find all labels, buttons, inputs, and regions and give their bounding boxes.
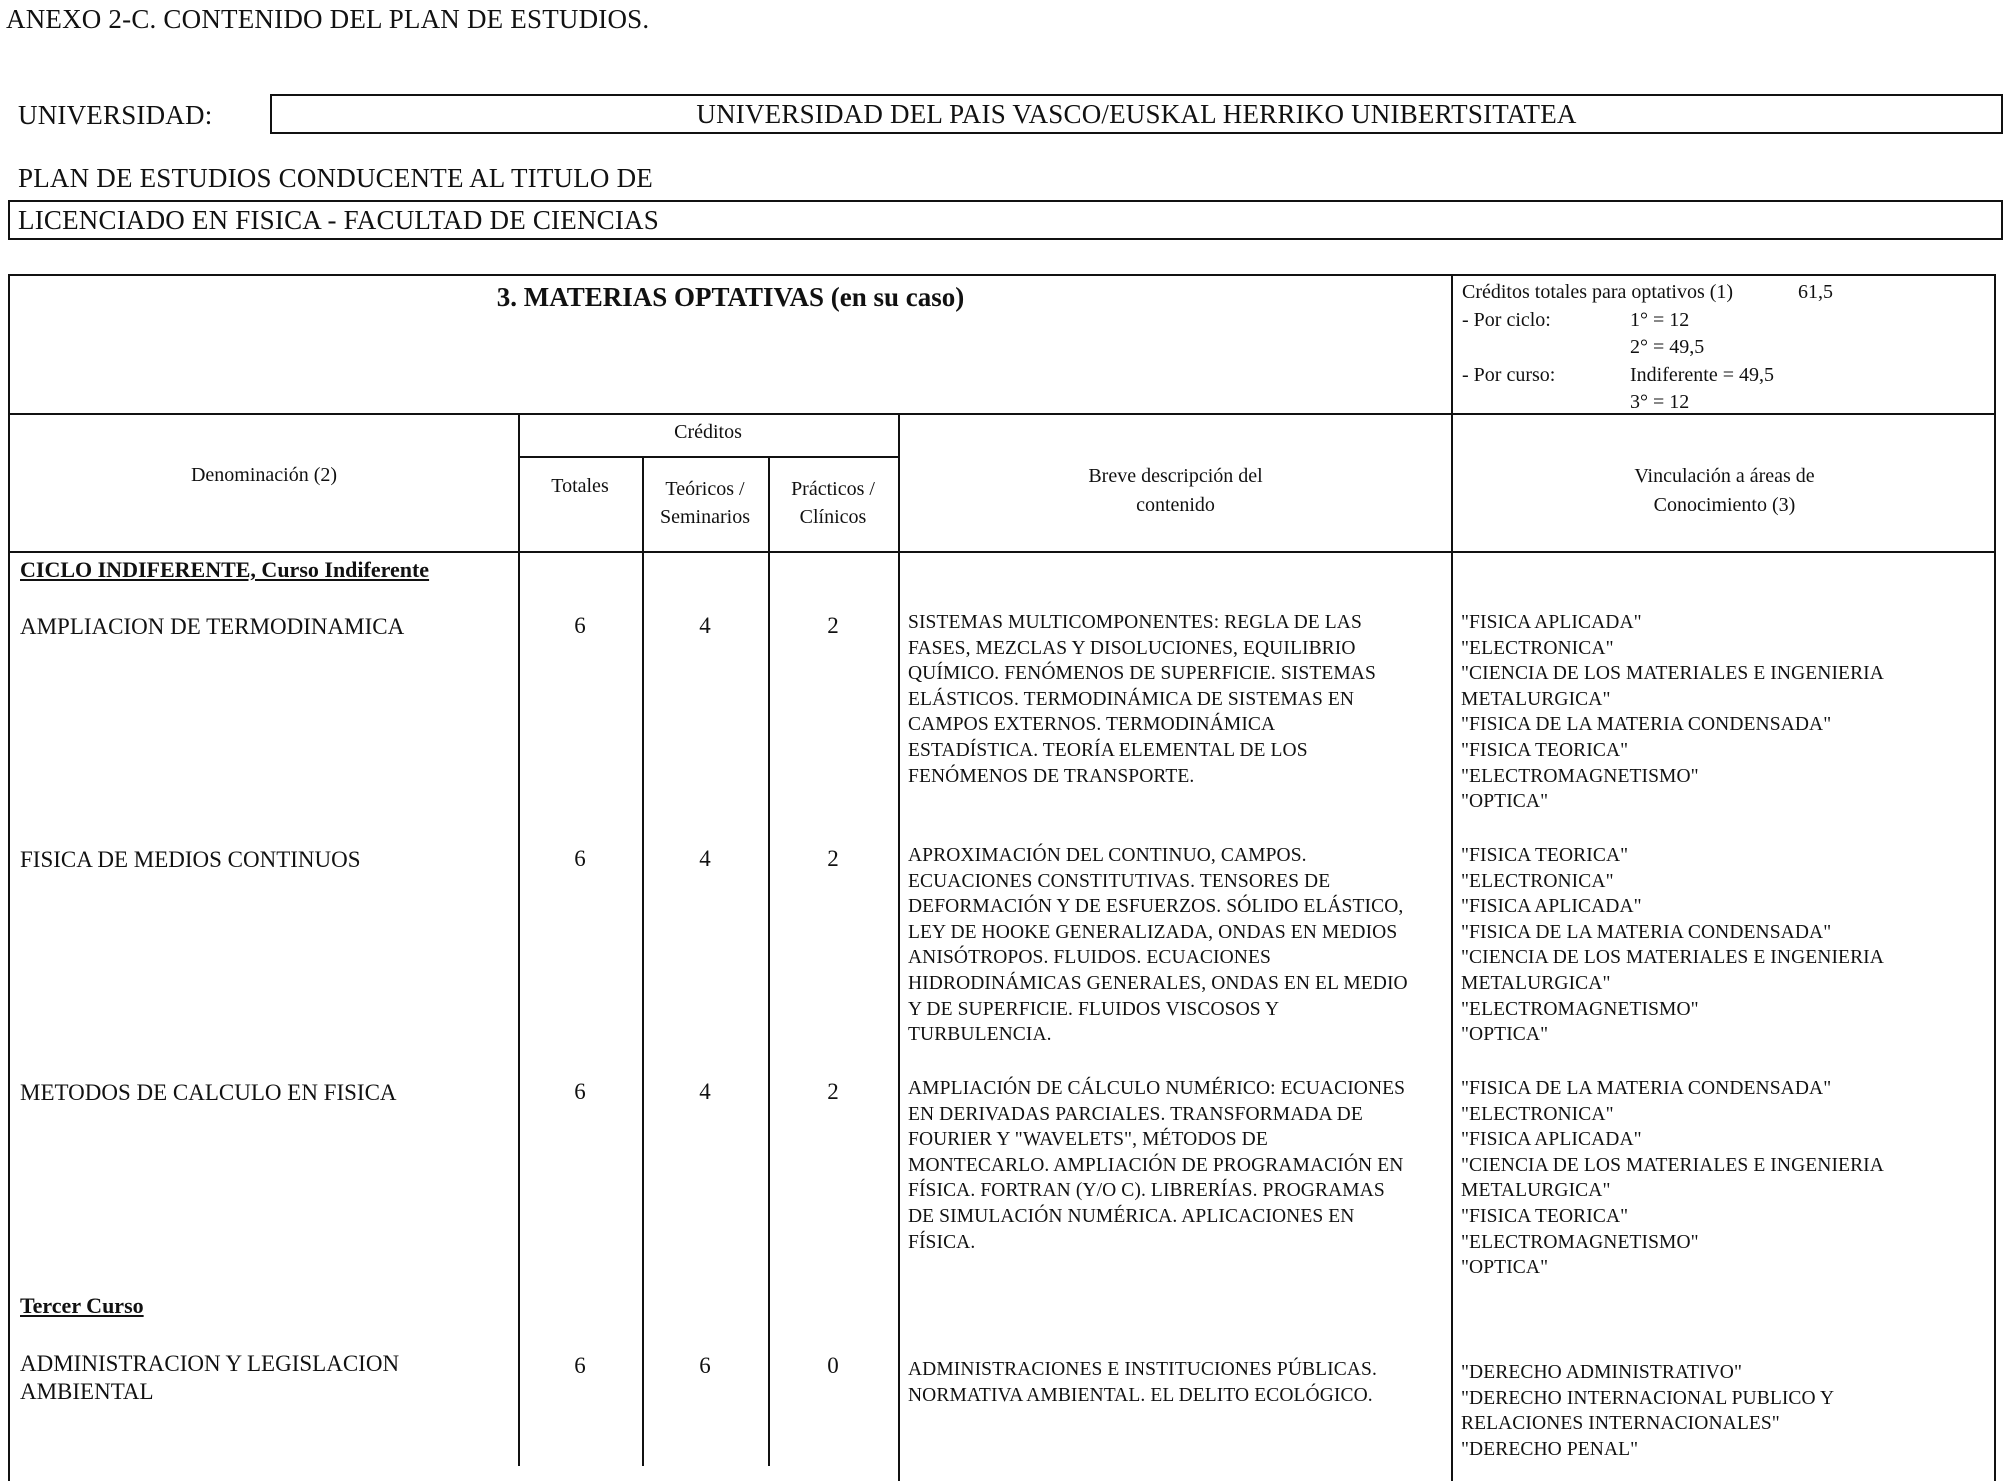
degree-box xyxy=(8,200,2003,240)
credits-practicos: 2 xyxy=(827,846,839,871)
knowledge-areas: "DERECHO ADMINISTRATIVO" "DERECHO INTERNACIONAL PUBLICO Y RELACIONES INTERNACIONALES" "DERECHO PENAL" xyxy=(1461,1362,1835,1460)
subject-description: APROXIMACIÓN DEL CONTINUO, CAMPOS. ECUACIONES CONSTITUTIVAS. TENSORES DE DEFORMACIÓN Y DE ESFUERZOS. SÓLIDO ELÁSTICO, LEY DE HOOKE GENERALIZADA, ONDAS EN MEDIOS ANISÓTROPOS. FLUIDOS. ECUACIONES HIDRODINÁMICAS GENERALES, ONDAS EN EL MEDIO Y DE SUPERFICIE. FLUIDOS VISCOSOS Y TURBULENCIA. xyxy=(908,845,1408,1046)
header-denominacion: Denominación (2) xyxy=(190,464,338,486)
credits-teoricos: 6 xyxy=(699,1353,711,1378)
university-box xyxy=(270,94,2003,134)
table-rule xyxy=(898,413,900,1481)
knowledge-areas: "FISICA TEORICA" "ELECTRONICA" "FISICA APLICADA" "FISICA DE LA MATERIA CONDENSADA" "CIENCIA DE LOS MATERIALES E INGENIERIA METALURGICA" "ELECTROMAGNETISMO" "OPTICA" xyxy=(1461,845,1884,1046)
header-practicos xyxy=(768,475,898,531)
university-name: UNIVERSIDAD DEL PAIS VASCO/EUSKAL HERRIKO UNIBERTSITATEA xyxy=(696,99,1577,129)
credits-totales: 6 xyxy=(574,613,586,638)
credits-totales: 6 xyxy=(574,1353,586,1378)
por-curso-label: - Por curso: xyxy=(1462,364,1556,386)
ciclo-2-value: 2° = 49,5 xyxy=(1630,336,1705,358)
credits-totales: 6 xyxy=(574,846,586,871)
credits-practicos: 2 xyxy=(827,613,839,638)
header-descripcion xyxy=(900,462,1451,520)
credits-teoricos: 4 xyxy=(699,846,711,871)
header-practicos-line1: Prácticos / xyxy=(791,478,875,500)
credits-teoricos: 4 xyxy=(699,613,711,638)
table-rule xyxy=(768,456,770,1466)
table-rule xyxy=(518,456,899,458)
subject-name: METODOS DE CALCULO EN FISICA xyxy=(20,1080,397,1105)
header-totales: Totales xyxy=(551,475,609,497)
credits-teoricos: 4 xyxy=(699,1079,711,1104)
table-rule xyxy=(518,413,520,1466)
subject-name: ADMINISTRACION Y LEGISLACION AMBIENTAL xyxy=(20,1351,400,1404)
por-ciclo-label: - Por ciclo: xyxy=(1462,309,1551,331)
credits-total-label: Créditos totales para optativos (1) xyxy=(1462,281,1734,303)
header-descripcion-line2: contenido xyxy=(1136,494,1215,516)
credits-total-value: 61,5 xyxy=(1798,281,1833,303)
table-rule xyxy=(8,551,1996,553)
document-title: ANEXO 2-C. CONTENIDO DEL PLAN DE ESTUDIOS. xyxy=(6,4,650,34)
header-practicos-line2: Clínicos xyxy=(799,506,867,528)
subject-name: FISICA DE MEDIOS CONTINUOS xyxy=(20,847,361,872)
cycle-heading-indiferente: CICLO INDIFERENTE, Curso Indiferente xyxy=(20,557,430,582)
header-vinculacion-line1: Vinculación a áreas de xyxy=(1634,465,1815,487)
subject-description: ADMINISTRACIONES E INSTITUCIONES PÚBLICAS. NORMATIVA AMBIENTAL. EL DELITO ECOLÓGICO. xyxy=(908,1359,1377,1406)
ciclo-1-value: 1° = 12 xyxy=(1630,309,1690,331)
knowledge-areas: "FISICA DE LA MATERIA CONDENSADA" "ELECTRONICA" "FISICA APLICADA" "CIENCIA DE LOS MATERIALES E INGENIERIA METALURGICA" "FISICA TEORICA" "ELECTROMAGNETISMO" "OPTICA" xyxy=(1461,1078,1884,1279)
header-vinculacion-line2: Conocimiento (3) xyxy=(1653,494,1796,516)
credits-totales: 6 xyxy=(574,1079,586,1104)
knowledge-areas: "FISICA APLICADA" "ELECTRONICA" "CIENCIA DE LOS MATERIALES E INGENIERIA METALURGICA" "FISICA DE LA MATERIA CONDENSADA" "FISICA TEORICA" "ELECTROMAGNETISMO" "OPTICA" xyxy=(1461,612,1884,813)
header-creditos: Créditos xyxy=(674,421,742,443)
header-teoricos xyxy=(642,475,768,531)
cycle-heading-tercero: Tercer Curso xyxy=(20,1293,144,1318)
subject-name: AMPLIACION DE TERMODINAMICA xyxy=(20,614,405,639)
credits-practicos: 2 xyxy=(827,1079,839,1104)
plan-label: PLAN DE ESTUDIOS CONDUCENTE AL TITULO DE xyxy=(18,163,653,193)
degree-name: LICENCIADO EN FISICA - FACULTAD DE CIENCIAS xyxy=(18,205,659,235)
curso-3-value: 3° = 12 xyxy=(1630,391,1690,413)
header-teoricos-line2: Seminarios xyxy=(660,506,750,528)
table-rule xyxy=(642,456,644,1466)
header-descripcion-line1: Breve descripción del xyxy=(1088,465,1263,487)
subject-description: AMPLIACIÓN DE CÁLCULO NUMÉRICO: ECUACIONES EN DERIVADAS PARCIALES. TRANSFORMADA DE FOURIER Y "WAVELETS", MÉTODOS DE MONTECARLO. AMPLIACIÓN DE PROGRAMACIÓN EN FÍSICA. FORTRAN (Y/O C). LIBRERÍAS. PROGRAMAS DE SIMULACIÓN NUMÉRICA. APLICACIONES EN FÍSICA. xyxy=(908,1078,1406,1253)
header-vinculacion xyxy=(1453,462,1996,520)
curso-indiferente-value: Indiferente = 49,5 xyxy=(1630,364,1775,386)
credits-practicos: 0 xyxy=(827,1353,839,1378)
table-rule xyxy=(8,413,1996,415)
subject-description: SISTEMAS MULTICOMPONENTES: REGLA DE LAS FASES, MEZCLAS Y DISOLUCIONES, EQUILIBRIO QUÍMICO. FENÓMENOS DE SUPERFICIE. SISTEMAS ELÁSTICOS. TERMODINÁMICA DE SISTEMAS EN CAMPOS EXTERNOS. TERMODINÁMICA ESTADÍSTICA. TEORÍA ELEMENTAL DE LOS FENÓMENOS DE TRANSPORTE. xyxy=(908,612,1376,787)
section-title: 3. MATERIAS OPTATIVAS (en su caso) xyxy=(496,282,965,312)
table-rule xyxy=(1451,274,1453,1481)
university-label: UNIVERSIDAD: xyxy=(18,100,213,130)
header-teoricos-line1: Teóricos / xyxy=(665,478,745,500)
